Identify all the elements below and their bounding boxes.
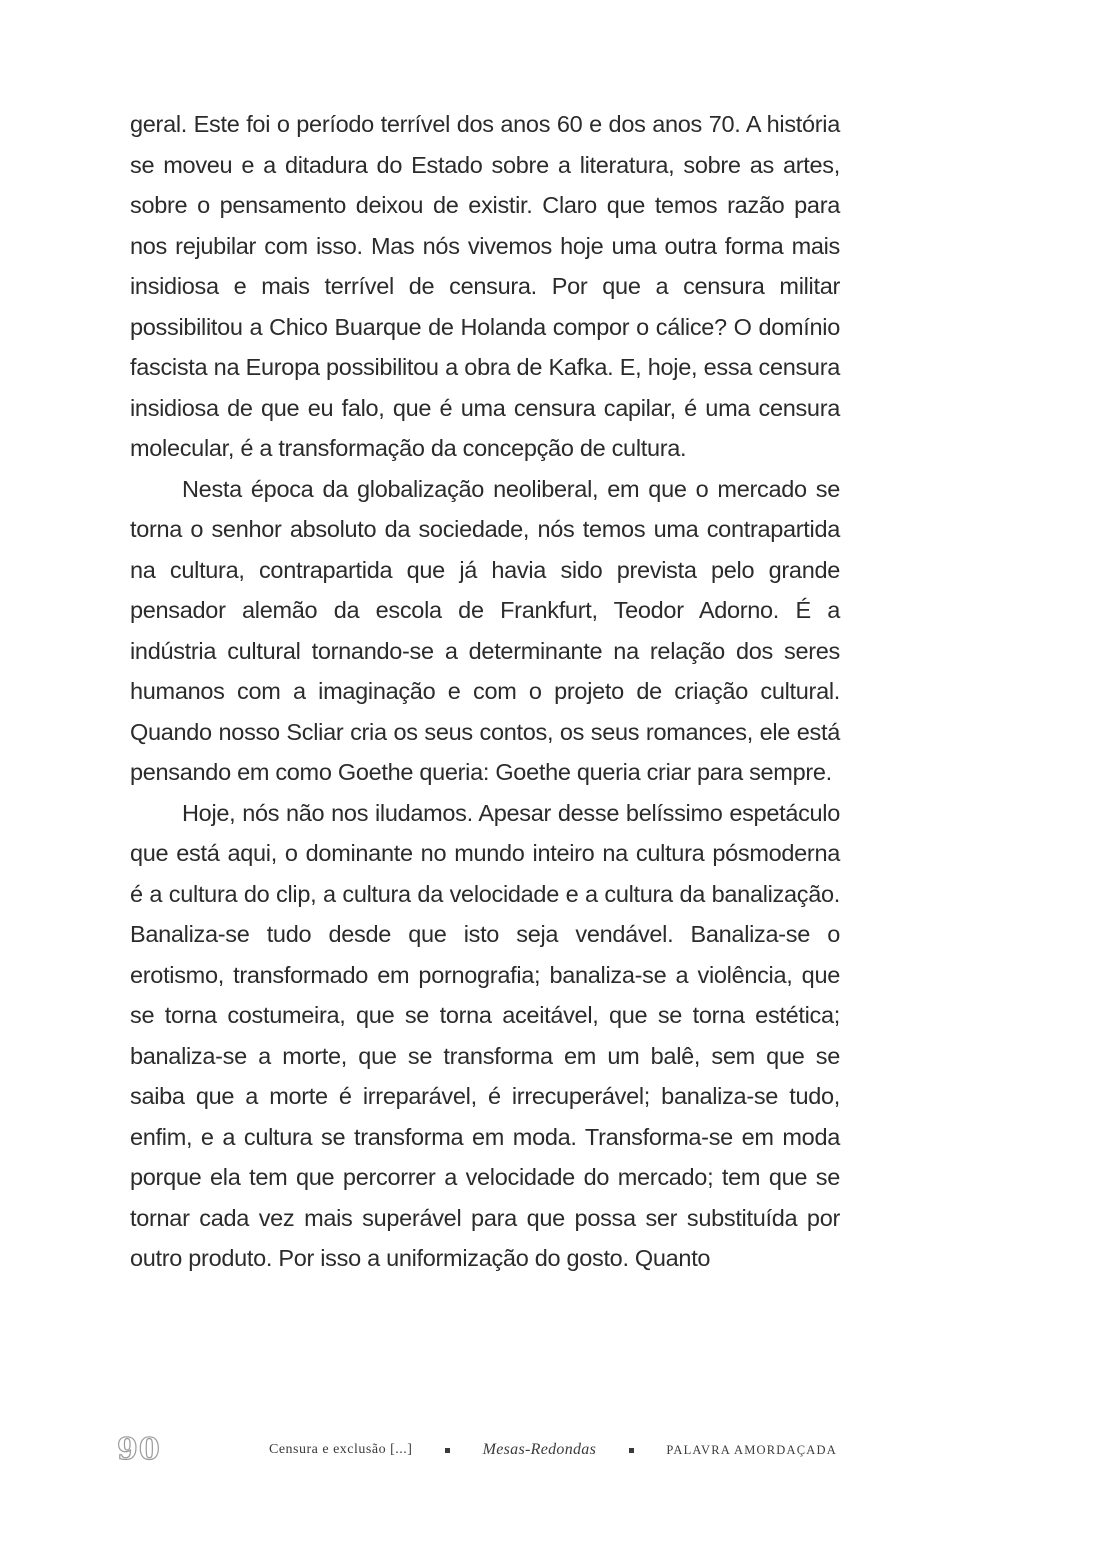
paragraph-2: Nesta época da globalização neoliberal, em que o mercado se torna o senhor absoluto da sociedade, nós temos uma contrapartida na cultura, contrapartida que já havia sido prevista pelo grande pensador alemão da escola de Frankfurt, Teodor Adorno. É a indústria cultural tornando-se a determinante na relação dos seres humanos com a imaginação e com o projeto de criação cultural. Quando nosso Scliar cria os seus contos, os seus romances, ele está pensando em como Goethe queria: Goethe queria criar para sempre. bbox=[130, 475, 840, 785]
running-head-book-title: Censura e exclusão [...] bbox=[269, 1442, 413, 1457]
page-number: 90 bbox=[117, 1432, 161, 1467]
body-text bbox=[130, 104, 840, 1279]
page-footer bbox=[117, 1432, 837, 1468]
running-head-section: Mesas-Redondas bbox=[482, 1441, 597, 1458]
paragraph-1: geral. Este foi o período terrível dos anos 60 e dos anos 70. A história se moveu e a ditadura do Estado sobre a literatura, sobre as artes, sobre o pensamento deixou de existir. Claro que temos razão para nos rejubilar com isso. Mas nós vivemos hoje uma outra forma mais insidiosa e mais terrível de censura. Por que a censura militar possibilitou a Chico Buarque de Holanda compor o cálice? O domínio fascista na Europa possibilitou a obra de Kafka. E, hoje, essa censura insidiosa de que eu falo, que é uma censura capilar, é uma censura molecular, é a transformação da concepção de cultura. bbox=[130, 111, 840, 461]
paragraph-3: Hoje, nós não nos iludamos. Apesar desse belíssimo espetáculo que está aqui, o dominante no mundo inteiro na cultura pósmoderna é a cultura do clip, a cultura da velocidade e a cultura da banalização. Banaliza-se tudo desde que isto seja vendável. Banaliza-se o erotismo, transformado em pornografia; banaliza-se a violência, que se torna costumeira, que se torna aceitável, que se torna estética; banaliza-se a morte, que se transforma em um balê, sem que se saiba que a morte é irreparável, é irrecuperável; banaliza-se tudo, enfim, e a cultura se transforma em moda. Transforma-se em moda porque ela tem que percorrer a velocidade do mercado; tem que se tornar cada vez mais superável para que possa ser substituída por outro produto. Por isso a uniformização do gosto. Quanto bbox=[130, 799, 840, 1271]
bullet-separator-icon bbox=[445, 1448, 450, 1453]
bullet-separator-icon bbox=[629, 1448, 634, 1453]
running-head bbox=[269, 1440, 837, 1460]
running-head-series: PALAVRA AMORDAÇADA bbox=[666, 1443, 837, 1457]
